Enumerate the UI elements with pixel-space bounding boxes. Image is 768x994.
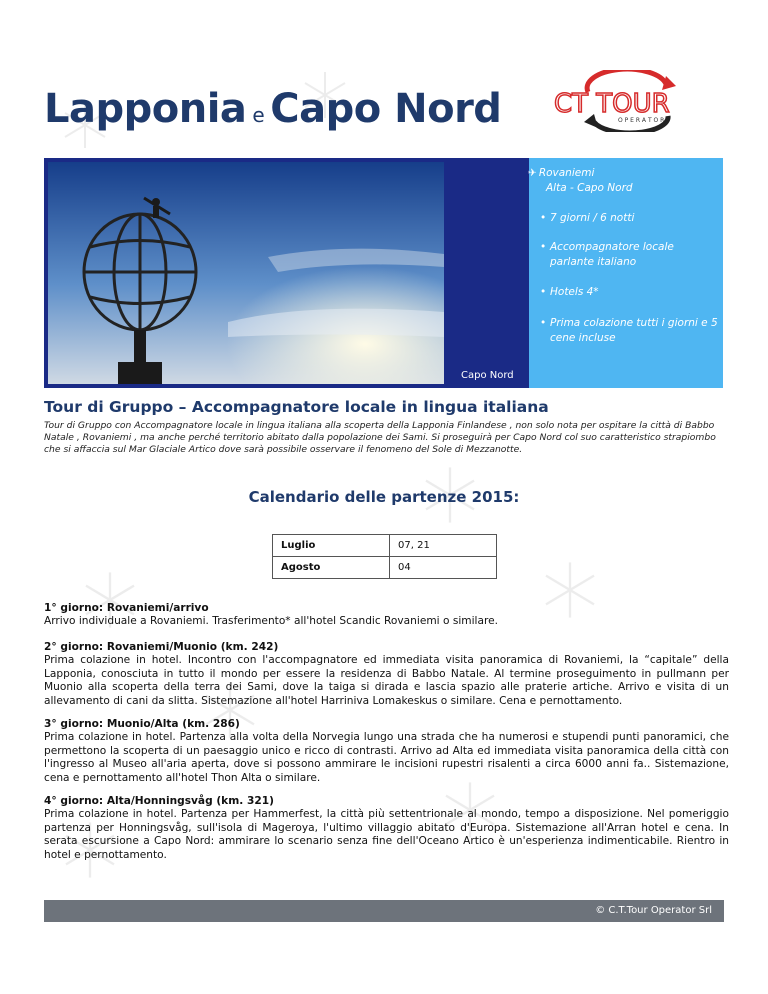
day-heading: 3° giorno: Muonio/Alta (km. 286): [44, 718, 240, 730]
dates-cell: 04: [390, 557, 497, 579]
day-text: Arrivo individuale a Rovaniemi. Trasferimento* all'hotel Scandic Rovaniemi o similare.: [44, 615, 498, 628]
destination-line1: Rovaniemi: [538, 167, 595, 179]
destination-info: [528, 166, 728, 196]
day-text: Prima colazione in hotel. Partenza alla volta della Norvegia lungo una strada che ha numerosi e stupendi punti panoramici, che permettono la scoperta di un paesaggio unico e ricco di contrasti. Arrivo ad Alta ed immediata visita panoramica della città con l'ingresso al Museo all'aria aperta, dove si possono ammirare le incisioni rupestri risalenti a circa 6000 anni fa.. Sistemazione, cena e pernottamento all'hotel Thon Alta o similare.: [44, 731, 729, 784]
calendar-title: Calendario delle partenze 2015:: [248, 488, 520, 506]
day-heading: 1° giorno: Rovaniemi/arrivo: [44, 602, 209, 614]
title-part1: Lapponia: [44, 86, 247, 132]
hero-photo: [48, 162, 444, 384]
info-bullet: • Prima colazione tutti i giorni e 5 cene incluse: [540, 316, 720, 346]
day-section: [44, 795, 729, 862]
copyright-text: © C.T.Tour Operator Srl: [595, 905, 712, 916]
info-bullet: • Hotels 4*: [540, 285, 720, 300]
table-row: [273, 535, 497, 557]
info-bullet: • 7 giorni / 6 notti: [540, 211, 720, 226]
logo-subtext: O P E R A T O R: [618, 117, 665, 124]
dates-cell: 07, 21: [390, 535, 497, 557]
day-heading: 2° giorno: Rovaniemi/Muonio (km. 242): [44, 641, 279, 653]
hero-caption: Capo Nord: [461, 370, 514, 381]
title-connector: e: [252, 103, 265, 127]
logo-text: CT TOUR: [554, 89, 670, 119]
ct-tour-logo: [548, 70, 720, 132]
title-part2: Capo Nord: [270, 86, 502, 132]
page-title: [44, 86, 501, 132]
airplane-icon: ✈: [528, 167, 537, 179]
day-heading: 4° giorno: Alta/Honningsvåg (km. 321): [44, 795, 274, 807]
departure-table: [272, 534, 497, 579]
hero-frame: [44, 158, 529, 388]
destination-line2: Alta - Capo Nord: [546, 182, 633, 194]
day-section: [44, 602, 729, 629]
info-bullet: • Accompagnatore locale parlante italiano: [540, 240, 720, 270]
tour-subtitle: Tour di Gruppo – Accompagnatore locale in lingua italiana: [44, 398, 549, 416]
day-text: Prima colazione in hotel. Incontro con l'accompagnatore ed immediata visita panoramica di Rovaniemi, la “capitale” della Lapponia, conosciuta in tutto il mondo per essere la residenza di Babbo Natale. Al termine proseguimento in pullmann per Muonio alla scoperta della terra dei Sami, dove la taiga si dirada e lascia spazio alle praterie artiche. Arrivo e visita di un allevamento di cani da slitta. Sistemazione all'hotel Harriniva Lomakeskus o similare. Cena e pernottamento.: [44, 654, 729, 707]
footer-bar: [44, 900, 724, 922]
day-section: [44, 718, 729, 785]
month-cell: Luglio: [273, 535, 390, 557]
day-section: [44, 641, 729, 708]
intro-paragraph: Tour di Gruppo con Accompagnatore locale in lingua italiana alla scoperta della Lapponia Finlandese , non solo nota per ospitare la città di Babbo Natale , Rovaniemi , ma anche perché territorio abitato dalla popolazione dei Sami. Si proseguirà per Capo Nord col suo caratteristico strapiombo che si affaccia sul Mar Glaciale Artico dove sarà possibile osservare il fenomeno del Sole di Mezzanotte.: [44, 420, 716, 455]
table-row: [273, 557, 497, 579]
month-cell: Agosto: [273, 557, 390, 579]
day-text: Prima colazione in hotel. Partenza per Hammerfest, la città più settentrionale al mondo, tempo a disposizione. Nel pomeriggio partenza per Honningsvåg, sull'isola di Mageroya, l'ultimo villaggio abitato d'Europa. Sistemazione all'Arran hotel e cena. In serata escursione a Capo Nord: ammirare lo scenario senza fine dell'Oceano Artico è un'esperienza indimenticabile. Rientro in hotel e pernottamento.: [44, 808, 729, 861]
